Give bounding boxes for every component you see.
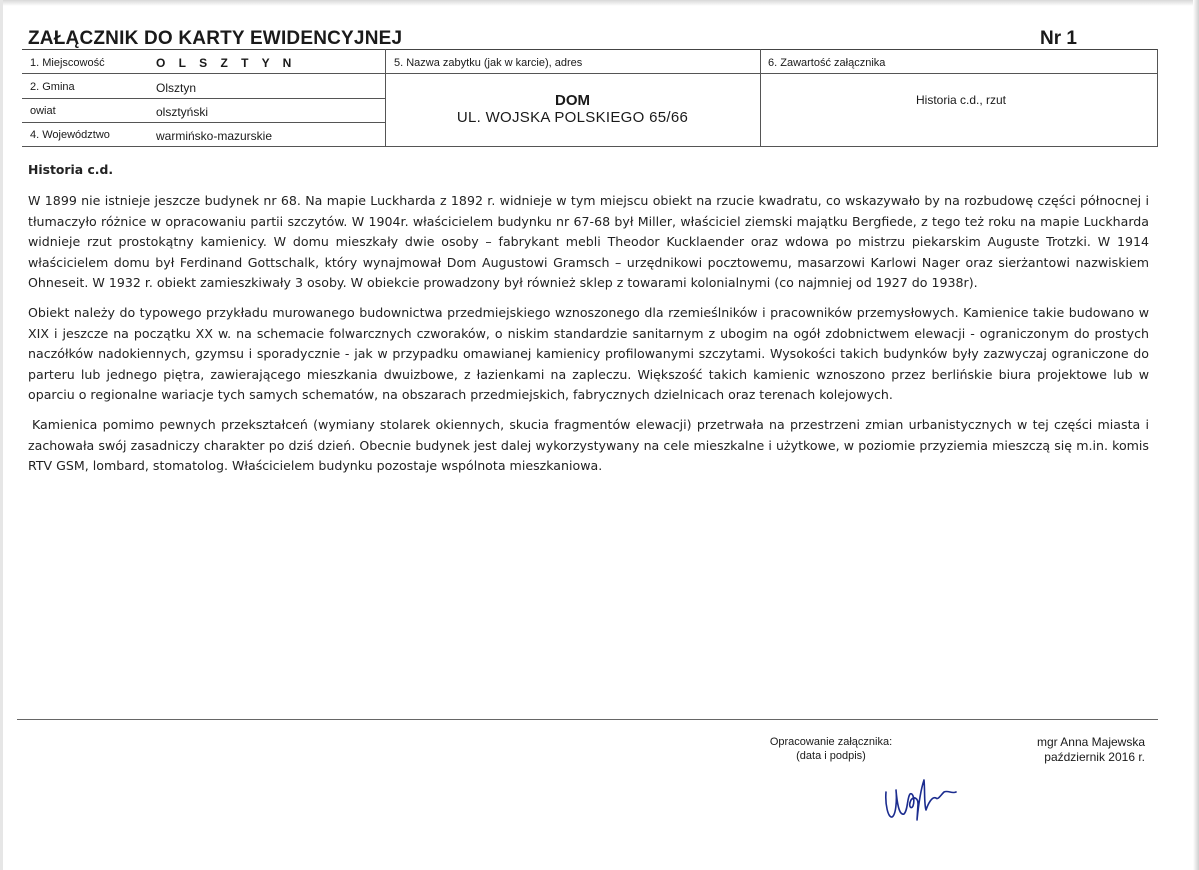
title-rule [22, 49, 1158, 50]
grid-line [22, 73, 1158, 74]
commune-label: 2. Gmina [30, 81, 75, 93]
paragraph: Obiekt należy do typowego przykładu murowanego budownictwa przedmiejskiego wznoszonego dla rzemieślników i pracowników przemysłowych. Kamienice takie budowano w XIX i jeszcze na początku XX w. na schemacie folwarcznych czworaków, o niskim standardzie sanitarnym z ubogim na ogół zdobnictwem elewacji - ograniczonym do prostych naczółków nadokiennych, gzymsu i sporadycznie - jak w przypadku omawianej kamienicy profilowanymi szczytami. Wysokości takich budynków były zazwyczaj ograniczone do parteru lub jednego piętra, zawierającego mieszkania dwuizbowe, z łazienkami na zapleczu. Większość takich kamienic wznoszono przez berlińskie biura projektowe lub w oparciu o regionalne wariacje tych samych schematów, na obszarach przedmiejskich, fabrycznych dzielnicach oraz terenach kolejowych. [28, 305, 1149, 403]
signature-image [880, 770, 960, 830]
grid-line [22, 146, 1158, 147]
document-title: ZAŁĄCZNIK DO KARTY EWIDENCYJNEJ [28, 28, 403, 49]
paragraph: W 1899 nie istnieje jeszcze budynek nr 68. Na mapie Luckharda z 1892 r. widnieje w tym miejscu obiekt na rzucie kwadratu, co wskazywało by na rozbudowę części północnej i tłumaczyło różnice w opracowaniu partii szczytów. W 1904r. właścicielem budynku nr 67-68 był Miller, właściciel ziemski majątku Bergfiede, z tego też roku na mapie Luckharda widnieje rzut prostokątny kamienicy. W domu mieszkały dwie osoby – fabrykant mebli Theodor Kucklaender oraz wdowa po mistrzu piekarskim Auguste Trotzki. W 1914 właścicielem domu był Ferdinand Gottschalk, który wynajmował Dom Augustowi Gramsch – urzędnikowi pocztowemu, masarzowi Karlowi Nager oraz sierżantowi nazwiskiem Ohneseit. W 1932 r. obiekt zamieszkiwały 3 osoby. W obiekcie prowadzony był również sklep z towarami kolonialnymi (co najmniej od 1927 do 1938r). [28, 193, 1149, 291]
voivodeship-label: 4. Województwo [30, 129, 110, 141]
scan-edge-left [0, 0, 3, 870]
author-block [1010, 735, 1145, 765]
scan-edge-right [1193, 0, 1199, 870]
scan-edge-top [0, 0, 1199, 6]
author-name: mgr Anna Majewska [1036, 735, 1145, 749]
prepared-by-block [755, 735, 907, 763]
history-body [28, 160, 1149, 487]
grid-line [22, 122, 385, 123]
document-number: Nr 1 [1040, 28, 1077, 49]
author-date: październik 2016 r. [1044, 750, 1145, 764]
signature-stroke [886, 780, 956, 820]
section-title: Historia c.d. [28, 162, 114, 177]
district-value: olsztyński [156, 105, 209, 119]
commune-value: Olsztyn [156, 81, 197, 95]
contents-value: Historia c.d., rzut [915, 93, 1007, 107]
footer-rule [17, 719, 1158, 720]
prepared-label: Opracowanie załącznika: [769, 736, 893, 748]
locality-value: O L S Z T Y N [156, 56, 297, 70]
grid-line [22, 98, 385, 99]
district-label: owiat [30, 105, 56, 117]
monument-label: 5. Nazwa zabytku (jak w karcie), adres [394, 57, 583, 69]
locality-label: 1. Miejscowość [30, 57, 105, 69]
paragraph: Kamienica pomimo pewnych przekształceń (wymiany stolarek okiennych, skucia fragmentów elewacji) przetrwała na przestrzeni zmian urbanistycznych w tej części miasta i zachowała swój zasadniczy charakter po dziś dzień. Obecnie budynek jest dalej wykorzystywany na cele mieszkalne i użytkowe, w poziomie przyziemia mieszczą się m.in. komis RTV GSM, lombard, stomatolog. Właścicielem budynku pozostaje wspólnota mieszkaniowa. [28, 417, 1149, 474]
monument-name: DOM [555, 92, 590, 109]
grid-line [760, 49, 761, 146]
monument-address: UL. WOJSKA POLSKIEGO 65/66 [456, 109, 689, 126]
contents-label: 6. Zawartość załącznika [768, 57, 886, 69]
prepared-sublabel: (data i podpis) [796, 750, 866, 762]
voivodeship-value: warmińsko-mazurskie [156, 129, 273, 143]
